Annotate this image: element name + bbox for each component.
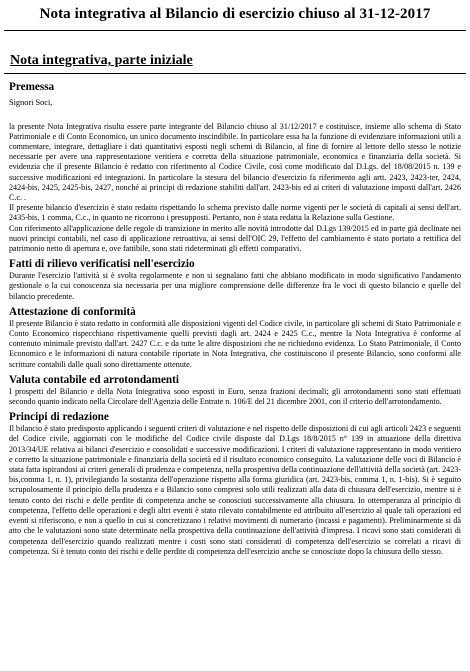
section-heading: Premessa: [9, 81, 55, 93]
paragraph: I prospetti del Bilancio e della Nota Integrativa sono esposti in Euro, senza frazioni decimali; gli arrotondamenti sono stati effettuati secondo quanto indicato nella Circolare dell'Agenzia delle Entrate n. 106/E del 21 dicembre 2001, con il criterio dell'arrotondamento.: [9, 386, 461, 407]
section-heading: Fatti di rilievo verificatisi nell'esercizio: [9, 258, 195, 271]
section-principi: [9, 410, 461, 557]
paragraph: Il bilancio è stato predisposto applicando i seguenti criteri di valutazione e nel rispetto delle disposizioni di cui agli articoli 2423 e seguenti del Codice civile, aggiornati con le modifiche del Codice civile disposte dal D.Lgs 18/8/2015 n° 139 in attuazione della direttiva 2013/34/UE relativa ai bilanci d'esercizio e consolidati e successive modificazioni. I criteri di valutazione rappresentano in modo veritiero e corretto la situazione patrimoniale e finanziaria della società ed il risultato economico conseguito. La valutazione delle voci di Bilancio è stata fatta ispirandosi ai criteri generali di prudenza e competenza, nella prospettiva della continuazione dell'attività della società (art. 2423-bis,comma 1, n. 1), privilegiando la sostanza dell'operazione rispetto alla forma giuridica (art. 2423-bis, comma 1, n. 1-bis). Si è seguito scrupolosamente il principio della prudenza e a Bilancio sono compresi solo utili realizzati alla data di chiusura dell'esercizio, mentre si è tenuto conto dei rischi e delle perdite di competenza anche se conosciuti successivamente alla chiusura. In ottemperanza al principio di competenza, l'effetto delle operazioni e degli altri eventi è stato rilevato contabilmente ed attribuito all'esercizio al quale tali operazioni ed eventi si riferiscono, e non a quello in cui si concretizzano i relativi movimenti di numerario (incassi e pagamenti). Preliminarmente si dà atto che le valutazioni sono state determinate nella prospettiva della continuazione dell'attività d'impresa. I ricavi sono stati considerati di competenza dell'esercizio quando realizzati mentre i costi sono stati considerati di competenza dell'esercizio se correlati a ricavi di competenza. Si è tenuto conto dei rischi e delle perdite di competenza dell'esercizio anche se conosciute dopo la chiusura dello stesso.: [9, 424, 461, 556]
section-premessa: [9, 80, 461, 254]
paragraph: la presente Nota Integrativa risulta essere parte integrante del Bilancio chiuso al 31/12/2017 e costituisce, insieme allo schema di Stato Patrimoniale e di Conto Economico, un unico documento inscindibile. In particolare essa ha la funzione di evidenziare informazioni utili a commentare, integrare, dettagliare i dati quantitativi esposti negli schemi di Bilancio, al fine di fornire al lettore dello stesso le notizie necessarie per avere una rappresentazione veritiera e corretta della situazione patrimoniale, economica e finanziaria della società. Si evidenzia che il presente Bilancio è redatto con riferimento al Codice Civile, così come modificato dal D.Lgs. del 18/08/2015 n. 139 e successive modificazioni ed integrazioni. In particolare la stesura del bilancio d'esercizio fa riferimento agli artt. 2423, 2423-ter, 2424, 2424-bis, 2425, 2425-bis, 2427, nonché ai principi di redazione stabiliti dall'art. 2423-bis ed ai criteri di valutazione imposti dall'art. 2426 C.c. .: [9, 121, 461, 203]
paragraph: Con riferimento all'applicazione delle regole di transizione in merito alle novità introdotte dal D.Lgs 139/2015 ed in parte già declinate nei nuovi principi contabili, nel caso di applicazione retroattiva, ai sensi dell'OIC 29, l'effetto del cambiamento è stato portato a rettifica del patrimonio netto di apertura e, ove fattibile, sono stati rideterminati gli effetti comparativi.: [9, 223, 461, 254]
section-heading: Valuta contabile ed arrotondamenti: [9, 373, 179, 386]
paragraph: Il presente bilancio d'esercizio è stato redatto rispettando lo schema previsto dalle norme vigenti per le società di capitali ai sensi dell'art. 2435-bis, 1 comma, C.c., in quanto ne ricorrono i presupposti. Pertanto, non è stata redatta la Relazione sulla Gestione.: [9, 203, 461, 223]
title-divider: [4, 30, 466, 31]
document-body: [9, 80, 461, 557]
greeting: Signori Soci,: [9, 98, 53, 107]
section-heading: Attestazione di conformità: [9, 305, 136, 318]
document-title: Nota integrativa al Bilancio di esercizio chiuso al 31-12-2017: [39, 6, 431, 22]
section-heading: Principi di redazione: [9, 411, 109, 424]
section-subtitle: Nota integrativa, parte iniziale: [10, 53, 193, 68]
paragraph: Il presente Bilancio è stato redatto in conformità alle disposizioni vigenti del Codice civile, in particolare gli schemi di Stato Patrimoniale e Conto Economico rispecchiano rispettivamente quelli previsti dagli art. 2424 e 2425 C.c., mentre la Nota Integrativa è conforme al contenuto minimale previsto dall'art. 2427 C.c. e da tutte le altre disposizioni che ne richiedono evidenza. Lo Stato Patrimoniale, il Conto Economico e le informazioni di natura contabile riportate in Nota Integrativa, che costituiscono il presente Bilancio, sono conformi alle scritture contabili dalle quali sono direttamente ottenute.: [9, 318, 461, 369]
section-valuta: [9, 373, 461, 407]
section-attestazione: [9, 305, 461, 370]
section-fatti: [9, 257, 461, 302]
subtitle-divider: [4, 73, 466, 74]
paragraph: Durante l'esercizio l'attività si è svolta regolarmente e non si segnalano fatti che abbiano modificato in modo significativo l'andamento gestionale o la cui conoscenza sia necessaria per una migliore comprensione delle differenze fra le voci di questo bilancio e quelle del bilancio precedente.: [9, 271, 461, 301]
